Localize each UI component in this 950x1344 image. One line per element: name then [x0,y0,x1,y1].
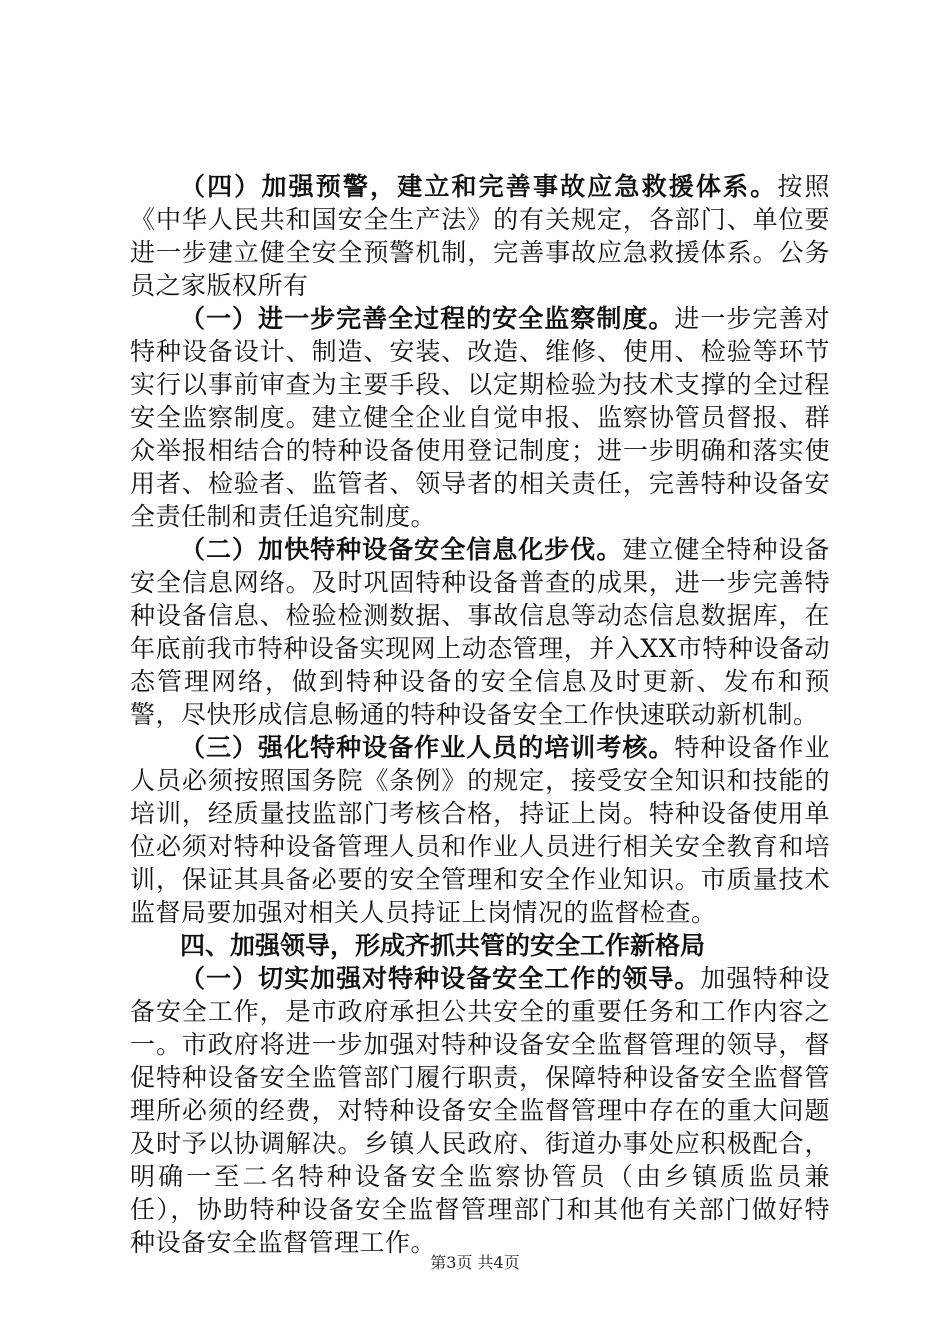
paragraph-1-supervision [130,302,830,533]
paragraph-heading: （二）加快特种设备安全信息化步伐。 [180,535,623,564]
paragraph-text: 进一步完善对特种设备设计、制造、安装、改造、维修、使用、检验等环节实行以事前审查为主要手段、以定期检验为技术支撑的全过程安全监察制度。建立健全企业自觉申报、监察协管员督报、群众举报相结合的特种设备使用登记制度；进一步明确和落实使用者、检验者、监管者、领导者的相关责任，完善特种设备安全责任制和责任追究制度。 [130,304,830,531]
paragraph-heading: （四）加强预警，建立和完善事故应急救援体系。 [180,172,778,201]
paragraph-text: 加强特种设备安全工作，是市政府承担公共安全的重要任务和工作内容之一。市政府将进一步加强对特种设备安全监督管理的领导，督促特种设备安全监管部门履行职责，保障特种设备安全监督管理所必须的经费，对特种设备安全监督管理中存在的重大问题及时予以协调解决。乡镇人民政府、街道办事处应积极配合，明确一至二名特种设备安全监察协管员（由乡镇质监员兼任），协助特种设备安全监督管理部门和其他有关部门做好特种设备安全监督管理工作。 [130,964,830,1257]
paragraph-4-warning [130,170,830,302]
paragraph-3-training [130,731,830,929]
paragraph-heading: （一）进一步完善全过程的安全监察制度。 [180,304,675,333]
paragraph-leadership [130,962,830,1259]
section-title: 四、加强领导，形成齐抓共管的安全工作新格局 [180,931,706,960]
document-body [130,170,830,1259]
page-number-footer: 第3页 共4页 [430,1253,520,1272]
paragraph-heading: （三）强化特种设备作业人员的培训考核。 [180,733,675,762]
paragraph-text: 特种设备作业人员必须按照国务院《条例》的规定，接受安全知识和技能的培训，经质量技监部门考核合格，持证上岗。特种设备使用单位必须对特种设备管理人员和作业人员进行相关安全教育和培训，保证其具备必要的安全管理和安全作业知识。市质量技术监督局要加强对相关人员持证上岗情况的监督检查。 [130,733,830,927]
paragraph-heading: （一）切实加强对特种设备安全工作的领导。 [180,964,701,993]
paragraph-text: 建立健全特种设备安全信息网络。及时巩固特种设备普查的成果，进一步完善特种设备信息、检验检测数据、事故信息等动态信息数据库，在年底前我市特种设备实现网上动态管理，并入XX市特种设备动态管理网络，做到特种设备的安全信息及时更新、发布和预警，尽快形成信息畅通的特种设备安全工作快速联动新机制。 [130,535,830,729]
paragraph-text: 按照《中华人民共和国安全生产法》的有关规定，各部门、单位要进一步建立健全安全预警机制，完善事故应急救援体系。公务员之家版权所有 [130,172,830,300]
paragraph-2-informatization [130,533,830,731]
